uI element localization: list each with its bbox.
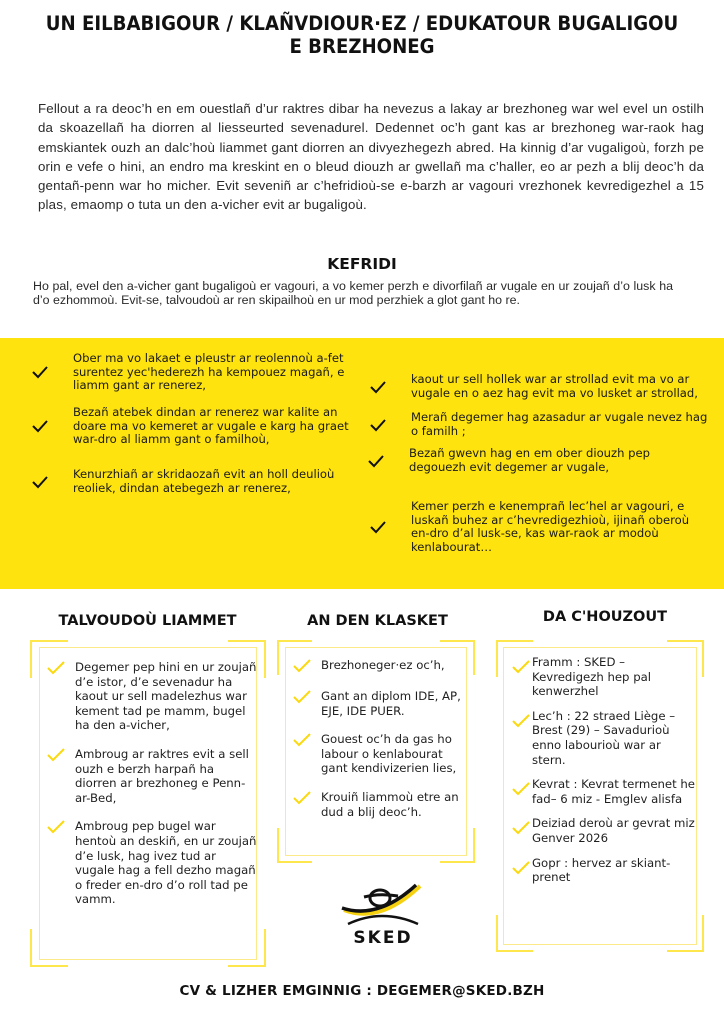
checkmark-icon (368, 415, 388, 435)
list-item-text: Deiziad deroù ar gevrat miz Genver 2026 (532, 816, 695, 845)
list-item-text: Kevrat : Kevrat termenet he fad– 6 miz - Emglev alisfa (532, 777, 696, 806)
checkmark-icon (293, 733, 313, 749)
list-item-text: Brezhoneger·ez oc’h, (321, 658, 445, 672)
profile-heading: AN DEN KLASKET (307, 613, 448, 629)
page-title (25, 12, 698, 58)
task-text: Kemer perzh e kenemprañ lec’hel ar vagouri, e luskañ buhez ar c’hevredigezhioù, ijinañ oberoù en-dro d’al lusk-se, kas war-raok ar modoù kenlabourat… (411, 499, 690, 554)
checkmark-icon (368, 517, 388, 537)
checkmark-icon (47, 748, 67, 764)
list-item (293, 658, 468, 675)
task-item (30, 468, 360, 495)
checkmark-icon (47, 661, 67, 677)
list-item (512, 856, 697, 885)
list-item (47, 819, 257, 907)
values-list (47, 660, 257, 921)
checkmark-icon (30, 362, 50, 382)
logo-text: SKED (353, 928, 413, 946)
checkmark-icon (512, 714, 532, 730)
intro-paragraph: Fellout a ra deoc’h en em ouestlañ d’ur raktres dibar ha nevezus a lakay ar brezhoneg war wel evel un ostilh da skoazellañ ha diorren al liesseurted sevenadurel. Dedennet oc’h gant kas ar brezhoneg war-raok hag emskiantek ouzh an dalc’hoù liammet gant diorren an divyezhegezh abred. Ha kinnig d’ar vugaligoù, forzh pe orin e vefe o hini, an endro ma kreskint en o bleud diouzh ar gwellañ ma c’haller, eo ar pezh a blij deoc’h da gentañ-penn war ho micher. Evit seveniñ ar c’hefridioù-se e-barzh ar vagouri vrezhonek kevredigezhel a 15 plas, emaomp o tuta un den a-vicher evit ar bugaligoù. (38, 101, 704, 213)
list-item-text: Lec’h : 22 straed Liège – Brest (29) – Savadurioù enno labourioù war ar stern. (532, 708, 676, 767)
list-item-text: Krouiñ liammoù etre an dud a blij deoc’h. (321, 789, 459, 819)
list-item-text: Gant an diplom IDE, AP, EJE, IDE PUER. (321, 689, 461, 718)
checkmark-icon (47, 820, 67, 836)
list-item (512, 816, 697, 845)
task-item (30, 406, 360, 447)
checkmark-icon (293, 791, 313, 807)
list-item-text: Framm : SKED – Kevredigezh hep pal kenwerzhel (532, 655, 652, 699)
list-item-text: Degemer pep hini en ur zoujañ d’e istor, d’e sevenadur ha kaout ur sell madelezhus war kement tad pe mamm, bugel ha den a-vicher, (75, 660, 257, 733)
list-item-text: Ambroug pep bugel war hentoù an deskiñ, en ur zoujañ d’e lusk, hag ivez tud ar vugale hag a fell dezho magañ o freder en-dro d’o roll tad pe vamm. (75, 819, 257, 907)
sked-logo (340, 880, 426, 946)
task-item (368, 411, 708, 438)
task-item (368, 373, 708, 400)
list-item (512, 709, 697, 767)
list-item (293, 732, 468, 776)
checkmark-icon (293, 659, 313, 675)
page-title-line-1: UN EILBABIGOUR / KLAÑVDIOUR·EZ / EDUKATOUR BUGALIGOU (45, 12, 679, 35)
list-item-text: Gouest oc’h da gas ho labour o kenlabourat gant kendivizerien lies, (321, 732, 457, 776)
kefridi-text: Ho pal, evel den a-vicher gant bugaligoù er vagouri, a vo kemer perzh e divorfilañ ar vugale en ur zoujañ d’o lusk ha d’o ezhommoù. Evit-se, talvoudoù ar ren skipailhoù en ur mod perzhiek a glot gant ho re. (33, 279, 673, 307)
list-item (47, 747, 257, 805)
task-item (368, 500, 710, 554)
list-item (293, 790, 468, 819)
list-item (293, 689, 468, 718)
checkmark-icon (293, 690, 313, 706)
checkmark-icon (512, 821, 532, 837)
list-item-text: Ambroug ar raktres evit a sell ouzh e berzh harpañ ha diorren ar brezhoneg e Penn-ar-Bed, (75, 746, 249, 805)
task-text: Kenurzhiañ ar skridaozañ evit an holl deulioù reoliek, dindan atebegezh ar renerez, (73, 467, 335, 495)
profile-list (293, 658, 468, 833)
checkmark-icon (512, 660, 532, 676)
checkmark-icon (366, 451, 386, 471)
task-text: Bezañ atebek dindan ar renerez war kalite an doare ma vo kemeret ar vugale e karg ha graet war-dro al liamm gant o familhoù, (73, 405, 349, 447)
task-item (30, 352, 360, 393)
list-item (512, 777, 697, 806)
list-item (47, 660, 257, 733)
footer-contact: CV & LIZHER EMGINNIG : DEGEMER@SKED.BZH (179, 983, 545, 999)
list-item (512, 655, 697, 699)
page-title-line-2: E BREZHONEG (289, 35, 435, 58)
task-text: Ober ma vo lakaet e pleustr ar reolennoù a-fet surentez yec'hederezh ha kempouez magañ, e liamm gant ar renerez, (73, 351, 345, 393)
checkmark-icon (512, 782, 532, 798)
list-item-text: Gopr : hervez ar skiant-prenet (532, 855, 671, 885)
offer-heading: DA C'HOUZOUT (542, 609, 668, 625)
task-item (366, 447, 708, 474)
offer-list (512, 655, 697, 895)
kefridi-heading: KEFRIDI (327, 255, 397, 273)
checkmark-icon (368, 377, 388, 397)
task-text: Merañ degemer hag azasadur ar vugale nevez hag o familh ; (411, 410, 708, 438)
task-text: kaout ur sell hollek war ar strollad evit ma vo ar vugale en o aez hag evit ma vo lusket ar strollad, (411, 372, 698, 400)
task-text: Bezañ gwevn hag en em ober diouzh pep degouezh evit degemer ar vugale, (409, 446, 650, 474)
checkmark-icon (30, 472, 50, 492)
checkmark-icon (30, 416, 50, 436)
checkmark-icon (512, 861, 532, 877)
values-heading: TALVOUDOÙ LIAMMET (58, 613, 237, 629)
